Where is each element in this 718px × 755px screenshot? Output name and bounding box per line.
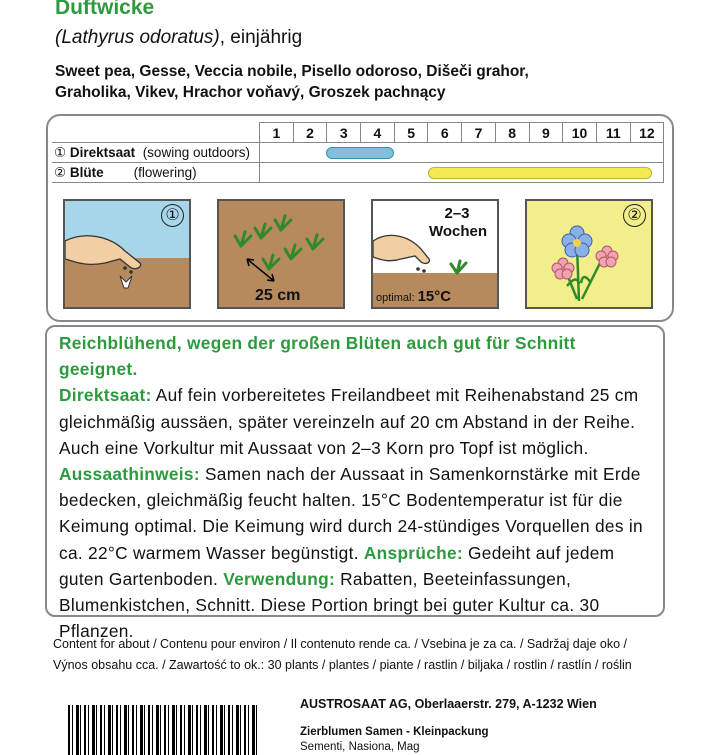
- flowering-period-bar: [428, 167, 652, 179]
- row-marker: ②: [54, 164, 67, 180]
- sowing-period-bar: [326, 147, 394, 159]
- calendar-table: [52, 122, 664, 183]
- month-12: 12: [630, 123, 664, 143]
- germination-time: [429, 205, 488, 241]
- month-11: 11: [596, 123, 630, 143]
- common-names: [55, 61, 695, 103]
- month-7: 7: [462, 123, 496, 143]
- ansprueche-label: Ansprüche:: [363, 542, 463, 563]
- verwendung-text: Rabatten, Beeteinfassungen, Blumenkistchen, Schnitt. Diese Portion bringt bei guter Kultur ca. 30 Pflanzen.: [59, 568, 600, 642]
- spacing-illustration: [217, 199, 345, 309]
- step-number: ①: [161, 204, 184, 227]
- month-1: 1: [260, 123, 294, 143]
- latin-name: (Lathyrus odoratus): [55, 27, 220, 48]
- sowing-illustration: [63, 199, 191, 309]
- month-header-row: [52, 123, 664, 143]
- product-series-translations: Sementi, Nasiona, Mag: [300, 741, 420, 753]
- bluete-timeline: [260, 163, 664, 183]
- contents-line: Content for about / Contenu pour environ / Il contenuto rende ca. / Vsebina je za ca. / Sadržaj daje oko /: [53, 637, 627, 651]
- optimal-temp: 15°C: [417, 288, 452, 305]
- row-label: Blüte: [69, 164, 104, 180]
- optimal-temperature: [376, 288, 451, 305]
- bluete-row: [52, 163, 664, 183]
- row-translation: (flowering): [133, 164, 197, 180]
- latin-name-line: [55, 27, 302, 49]
- month-2: 2: [293, 123, 327, 143]
- aussaat-text: Samen nach der Aussaat in Samenkornstärke mit Erde bedecken, gleichmäßig feucht halten. 15°C Bodentemperatur ist für die Keimung optimal. Die Keimung wird durch 24-stündiges Vorquellen des in ca. 22°C warmem Wasser begünstigt.: [59, 464, 643, 563]
- ansprueche-text: Gedeiht auf jedem guten Gartenboden.: [59, 542, 615, 589]
- month-9: 9: [529, 123, 563, 143]
- lifecycle: , einjährig: [219, 27, 303, 48]
- direktsaat-row: [52, 143, 664, 163]
- common-names-line: Sweet pea, Gesse, Veccia nobile, Pisello odoroso, Dišeči grahor,: [55, 63, 529, 80]
- verwendung-label: Verwendung:: [223, 568, 336, 589]
- germination-illustration: [371, 199, 499, 309]
- month-10: 10: [563, 123, 597, 143]
- contents-info: [53, 634, 632, 676]
- direktsaat-text: Auf fein vorbereitetes Freilandbeet mit Reihenabstand 25 cm gleichmäßig aussäen, später vereinzeln auf 20 cm Abstand in der Reihe. Auch eine Vorkultur mit Aussaat von 2–3 Korn pro Topf ist möglich.: [59, 385, 639, 458]
- month-6: 6: [428, 123, 462, 143]
- cultivation-instructions: [45, 325, 665, 642]
- flowering-illustration: [525, 199, 653, 309]
- row-label: Direktsaat: [69, 144, 136, 160]
- sowing-calendar: [46, 114, 674, 322]
- contents-line: Výnos obsahu cca. / Zawartość to ok.: 30 plants / plantes / piante / rastlin / biljaka / rostlin / rastlín / roślin: [53, 658, 632, 672]
- month-8: 8: [495, 123, 529, 143]
- direktsaat-timeline: [260, 143, 664, 163]
- headline: Reichblühend, wegen der großen Blüten auch gut für Schnitt geeignet.: [59, 333, 576, 380]
- step-number: ②: [623, 204, 646, 227]
- optimal-label: optimal:: [376, 292, 415, 304]
- row-distance: 25 cm: [255, 287, 301, 304]
- barcode: [68, 705, 258, 755]
- weeks-unit: Wochen: [429, 223, 488, 240]
- weeks-value: 2–3: [444, 205, 470, 222]
- month-4: 4: [361, 123, 395, 143]
- product-series: Zierblumen Samen - Kleinpackung: [300, 726, 489, 738]
- company-address: AUSTROSAAT AG, Oberlaaerstr. 279, A-1232 Wien: [300, 697, 597, 711]
- row-marker: ①: [54, 144, 67, 160]
- aussaat-label: Aussaathinweis:: [59, 464, 200, 485]
- product-title: Duftwicke: [55, 0, 155, 19]
- month-3: 3: [327, 123, 361, 143]
- direktsaat-label: Direktsaat:: [59, 385, 152, 406]
- row-translation: (sowing outdoors): [142, 144, 250, 160]
- month-5: 5: [394, 123, 428, 143]
- common-names-line: Graholika, Vikev, Hrachor voňavý, Groszek pachnący: [55, 84, 446, 101]
